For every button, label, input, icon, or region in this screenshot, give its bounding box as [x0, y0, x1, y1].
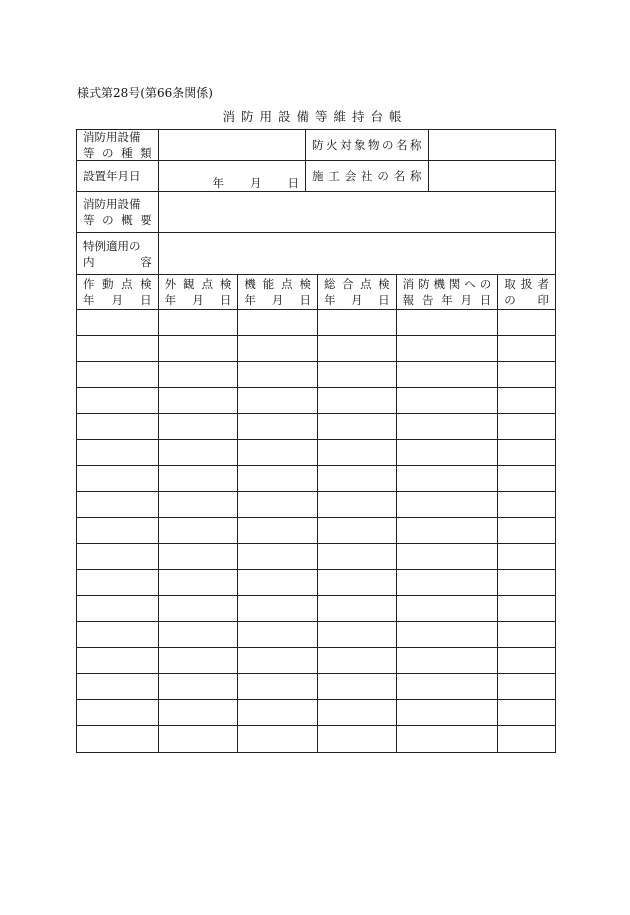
- column-header-char: 機: [433, 277, 445, 291]
- table-cell[interactable]: [159, 726, 239, 752]
- table-cell[interactable]: [238, 622, 318, 647]
- table-cell[interactable]: [77, 336, 159, 361]
- table-row: [77, 336, 555, 362]
- table-cell[interactable]: [77, 310, 159, 335]
- column-header-char: 能: [262, 277, 275, 291]
- column-header-bottom: [324, 292, 390, 308]
- label-char: 名: [393, 169, 406, 183]
- label-char: 施: [312, 169, 324, 183]
- label-char: 等: [83, 146, 95, 160]
- label-special-rule: [77, 233, 159, 274]
- label-install-date: [77, 161, 159, 191]
- date-units: [165, 175, 299, 191]
- table-cell[interactable]: [498, 466, 555, 491]
- table-cell[interactable]: [498, 440, 555, 465]
- label-char: の: [377, 169, 389, 183]
- table-cell[interactable]: [159, 596, 239, 621]
- field-equipment-type[interactable]: [159, 130, 306, 160]
- table-cell[interactable]: [498, 388, 555, 413]
- column-header-unit: 印: [537, 293, 550, 307]
- label-line: [83, 212, 152, 228]
- table-cell[interactable]: [397, 414, 499, 439]
- table-row: [77, 596, 555, 622]
- table-cell[interactable]: [318, 310, 397, 335]
- field-special-rule[interactable]: [159, 233, 555, 274]
- table-row: [77, 362, 555, 388]
- column-header-bottom: [165, 292, 232, 308]
- column-header-top: [324, 276, 390, 292]
- table-cell[interactable]: [397, 362, 499, 387]
- table-cell[interactable]: [397, 622, 499, 647]
- table-cell[interactable]: [77, 596, 159, 621]
- column-header-unit: 年: [441, 293, 453, 307]
- label-char: 火: [326, 138, 338, 152]
- column-header-char: 点: [281, 277, 293, 291]
- table-cell[interactable]: [159, 414, 239, 439]
- label-line: [83, 168, 152, 184]
- column-header-top: [244, 276, 311, 292]
- table-cell[interactable]: [498, 700, 555, 725]
- table-cell[interactable]: [397, 570, 499, 595]
- column-header-top: [165, 276, 232, 292]
- table-cell[interactable]: [77, 414, 159, 439]
- label-char: 物: [367, 138, 380, 152]
- column-header-4: [397, 275, 499, 309]
- label-contractor-name: [306, 161, 428, 191]
- column-header-unit: 日: [378, 293, 390, 307]
- row-install-date: [77, 161, 555, 192]
- label-text: 消防用設備: [83, 197, 141, 211]
- table-cell[interactable]: [238, 362, 318, 387]
- table-cell[interactable]: [238, 700, 318, 725]
- column-header-unit: 日: [140, 293, 152, 307]
- column-header-top: [504, 276, 549, 292]
- table-cell[interactable]: [238, 310, 318, 335]
- field-summary[interactable]: [159, 192, 555, 232]
- label-char: 称: [410, 169, 422, 183]
- table-cell[interactable]: [238, 336, 318, 361]
- column-header-char: へ: [464, 277, 476, 291]
- table-cell[interactable]: [498, 362, 555, 387]
- column-header-3: [318, 275, 397, 309]
- table-cell[interactable]: [318, 492, 397, 517]
- field-contractor-name[interactable]: [429, 161, 555, 191]
- label-char: 類: [140, 146, 152, 160]
- column-header-char: 点: [201, 277, 213, 291]
- table-row: [77, 622, 555, 648]
- label-line: [312, 168, 421, 184]
- table-cell[interactable]: [498, 596, 555, 621]
- label-text: 設置年月日: [83, 169, 141, 183]
- table-cell[interactable]: [238, 518, 318, 543]
- table-row: [77, 648, 555, 674]
- label-char: 防: [312, 138, 324, 152]
- column-header-char: 総: [324, 277, 336, 291]
- table-cell[interactable]: [498, 648, 555, 673]
- column-header-char: 消: [402, 277, 415, 291]
- table-cell[interactable]: [77, 440, 159, 465]
- table-cell[interactable]: [159, 622, 239, 647]
- table-cell[interactable]: [77, 362, 159, 387]
- label-summary: [77, 192, 159, 232]
- table-row: [77, 518, 555, 544]
- table-row: [77, 726, 555, 752]
- table-cell[interactable]: [238, 466, 318, 491]
- table-cell[interactable]: [159, 570, 239, 595]
- table-cell[interactable]: [498, 414, 555, 439]
- column-header-char: 扱: [520, 277, 533, 291]
- table-cell[interactable]: [77, 388, 159, 413]
- column-header-unit: 月: [460, 293, 472, 307]
- column-header-1: [159, 275, 239, 309]
- label-text: 特例適用の: [83, 238, 141, 253]
- column-header-2: [238, 275, 318, 309]
- table-row: [77, 440, 555, 466]
- table-cell[interactable]: [498, 518, 555, 543]
- table-cell[interactable]: [318, 700, 397, 725]
- label-char: の: [102, 213, 114, 227]
- label-char: の: [381, 138, 394, 152]
- table-cell[interactable]: [159, 674, 239, 699]
- column-header-5: [498, 275, 555, 309]
- table-cell[interactable]: [318, 466, 397, 491]
- inspection-column-header: [77, 275, 555, 310]
- table-cell[interactable]: [77, 622, 159, 647]
- table-cell[interactable]: [397, 674, 499, 699]
- label-line: [83, 145, 152, 161]
- column-header-char: 点: [360, 277, 372, 291]
- column-header-unit: 日: [299, 293, 311, 307]
- label-target-name: [306, 130, 428, 160]
- table-row: [77, 466, 555, 492]
- label-char: 概: [121, 213, 133, 227]
- field-install-date[interactable]: [159, 161, 306, 191]
- column-header-char: 者: [537, 277, 550, 291]
- table-cell[interactable]: [238, 674, 318, 699]
- column-header-unit: 月: [271, 293, 284, 307]
- table-cell[interactable]: [498, 336, 555, 361]
- table-cell[interactable]: [318, 336, 397, 361]
- column-header-unit: 月: [351, 293, 363, 307]
- table-cell[interactable]: [397, 518, 499, 543]
- table-cell[interactable]: [238, 414, 318, 439]
- table-row: [77, 310, 555, 336]
- label-text: 消防用設備: [83, 130, 141, 144]
- table-row: [77, 700, 555, 726]
- label-line: [83, 196, 152, 212]
- table-cell[interactable]: [498, 544, 555, 569]
- column-header-char: 観: [183, 277, 195, 291]
- table-cell[interactable]: [397, 466, 499, 491]
- table-cell[interactable]: [77, 700, 159, 725]
- column-header-char: 点: [121, 277, 133, 291]
- label-char: 内: [83, 254, 95, 269]
- column-header-char: 検: [140, 277, 152, 291]
- column-header-unit: 年: [324, 293, 336, 307]
- table-cell[interactable]: [397, 726, 499, 752]
- column-header-char: の: [479, 277, 492, 291]
- table-cell[interactable]: [318, 570, 397, 595]
- column-header-unit: 月: [192, 293, 204, 307]
- label-line: [83, 129, 152, 145]
- row-summary: [77, 192, 555, 233]
- table-cell[interactable]: [77, 726, 159, 752]
- table-cell[interactable]: [238, 570, 318, 595]
- table-cell[interactable]: [318, 674, 397, 699]
- label-line: [83, 238, 152, 254]
- table-cell[interactable]: [159, 388, 239, 413]
- label-char: の: [102, 146, 114, 160]
- table-cell[interactable]: [159, 440, 239, 465]
- label-equipment-type: [77, 130, 159, 160]
- column-header-char: 取: [504, 277, 516, 291]
- column-header-char: 作: [83, 277, 95, 291]
- table-cell[interactable]: [159, 492, 239, 517]
- label-char: 象: [354, 138, 366, 152]
- column-header-char: 防: [418, 277, 430, 291]
- column-header-unit: の: [504, 293, 516, 307]
- column-header-char: 合: [342, 277, 354, 291]
- column-header-char: 動: [102, 277, 114, 291]
- table-cell[interactable]: [397, 388, 499, 413]
- column-header-bottom: [244, 292, 311, 308]
- table-cell[interactable]: [238, 388, 318, 413]
- table-cell[interactable]: [238, 596, 318, 621]
- column-header-bottom: [83, 292, 152, 308]
- table-row: [77, 674, 555, 700]
- table-cell[interactable]: [318, 518, 397, 543]
- table-cell[interactable]: [159, 362, 239, 387]
- table-cell[interactable]: [498, 674, 555, 699]
- label-char: 工: [328, 169, 340, 183]
- label-char: 等: [83, 213, 95, 227]
- table-row: [77, 570, 555, 596]
- table-cell[interactable]: [498, 726, 555, 752]
- table-cell[interactable]: [397, 648, 499, 673]
- table-cell[interactable]: [77, 466, 159, 491]
- column-header-unit: 告: [421, 293, 434, 307]
- table-cell[interactable]: [318, 440, 397, 465]
- table-cell[interactable]: [397, 544, 499, 569]
- column-header-unit: 年: [83, 293, 95, 307]
- table-cell[interactable]: [238, 544, 318, 569]
- column-header-unit: 日: [479, 293, 492, 307]
- label-char: 容: [140, 254, 152, 269]
- label-char: 種: [121, 146, 133, 160]
- table-cell[interactable]: [159, 700, 239, 725]
- column-header-char: 機: [244, 277, 256, 291]
- table-cell[interactable]: [159, 336, 239, 361]
- field-target-name[interactable]: [429, 130, 555, 160]
- table-cell[interactable]: [238, 440, 318, 465]
- table-cell[interactable]: [318, 726, 397, 752]
- table-cell[interactable]: [159, 310, 239, 335]
- table-cell[interactable]: [77, 492, 159, 517]
- maintenance-ledger-table: [76, 129, 556, 753]
- table-cell[interactable]: [159, 544, 239, 569]
- column-header-char: 検: [299, 277, 311, 291]
- table-cell[interactable]: [318, 388, 397, 413]
- table-cell[interactable]: [159, 648, 239, 673]
- column-header-char: 検: [378, 277, 390, 291]
- unit-year: 年: [212, 176, 225, 190]
- table-cell[interactable]: [77, 570, 159, 595]
- column-header-char: 外: [164, 277, 177, 291]
- column-header-bottom: [504, 292, 549, 308]
- table-cell[interactable]: [498, 570, 555, 595]
- column-header-unit: 年: [164, 293, 177, 307]
- table-row: [77, 544, 555, 570]
- table-cell[interactable]: [238, 726, 318, 752]
- table-cell[interactable]: [159, 518, 239, 543]
- table-cell[interactable]: [397, 700, 499, 725]
- table-cell[interactable]: [238, 492, 318, 517]
- label-char: 社: [361, 169, 373, 183]
- column-header-char: 関: [448, 277, 461, 291]
- column-header-unit: 月: [111, 293, 124, 307]
- table-row: [77, 388, 555, 414]
- table-row: [77, 492, 555, 518]
- table-cell[interactable]: [238, 648, 318, 673]
- table-cell[interactable]: [498, 622, 555, 647]
- row-special-rule: [77, 233, 555, 275]
- label-char: 会: [344, 169, 357, 183]
- table-cell[interactable]: [77, 674, 159, 699]
- table-cell[interactable]: [77, 544, 159, 569]
- table-cell[interactable]: [318, 544, 397, 569]
- label-char: 称: [409, 138, 422, 152]
- label-char: 要: [140, 213, 152, 227]
- column-header-bottom: [403, 292, 492, 308]
- table-cell[interactable]: [77, 648, 159, 673]
- label-line: [83, 254, 152, 270]
- unit-month: 月: [250, 176, 262, 190]
- table-cell[interactable]: [397, 310, 499, 335]
- table-cell[interactable]: [397, 336, 499, 361]
- label-char: 名: [395, 138, 408, 152]
- inspection-rows: [77, 310, 555, 752]
- table-cell[interactable]: [318, 622, 397, 647]
- table-cell[interactable]: [318, 596, 397, 621]
- table-cell[interactable]: [77, 518, 159, 543]
- column-header-char: 検: [219, 277, 232, 291]
- form-title: 消防用設備等維持台帳: [222, 109, 408, 124]
- table-cell[interactable]: [397, 492, 499, 517]
- table-cell[interactable]: [318, 648, 397, 673]
- form-number: 様式第28号(第66条関係): [77, 86, 213, 100]
- column-header-0: [77, 275, 159, 309]
- column-header-unit: 日: [219, 293, 232, 307]
- table-cell[interactable]: [498, 492, 555, 517]
- column-header-top: [83, 276, 152, 292]
- table-cell[interactable]: [318, 362, 397, 387]
- column-header-unit: 年: [244, 293, 256, 307]
- table-row: [77, 414, 555, 440]
- table-cell[interactable]: [397, 596, 499, 621]
- table-cell[interactable]: [397, 440, 499, 465]
- column-header-top: [403, 276, 492, 292]
- label-line: [312, 137, 421, 153]
- table-cell[interactable]: [318, 414, 397, 439]
- column-header-unit: 報: [402, 293, 415, 307]
- table-cell[interactable]: [159, 466, 239, 491]
- row-equipment-type: [77, 130, 555, 161]
- label-char: 対: [340, 138, 352, 152]
- unit-day: 日: [287, 176, 300, 190]
- table-cell[interactable]: [498, 310, 555, 335]
